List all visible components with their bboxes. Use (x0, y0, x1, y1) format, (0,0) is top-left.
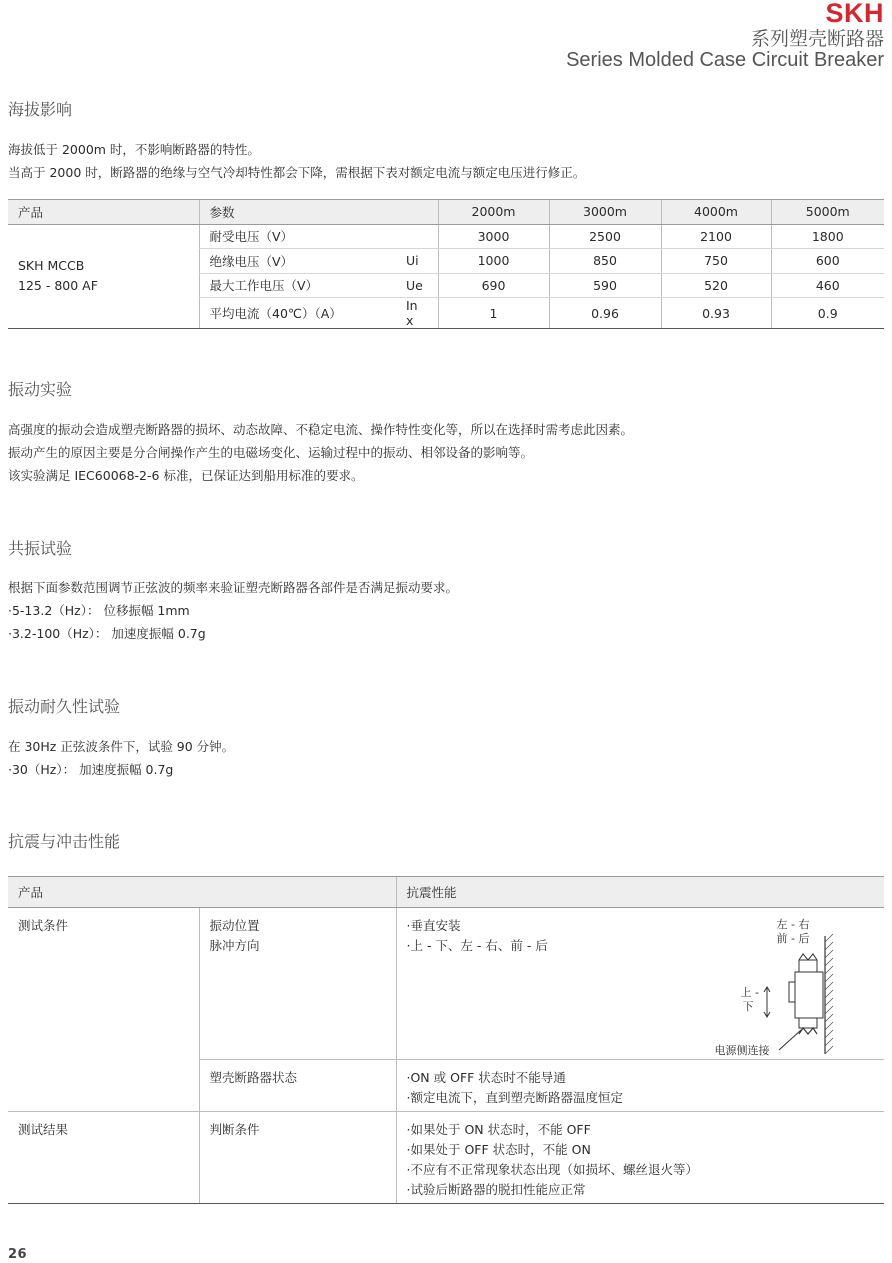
altitude-line-2: 当高于 2000 时，断路器的绝缘与空气冷却特性都会下降，需根据下表对额定电流与额定电压进行修正。 (8, 165, 586, 180)
value-cell: 2100 (661, 224, 771, 249)
product-cell (8, 224, 199, 329)
result-value-line: ·试验后断路器的脱扣性能应正常 (406, 1182, 586, 1197)
param-name: 最大工作电压（V） (199, 273, 396, 298)
endurance-line-1: 在 30Hz 正弦波条件下，试验 90 分钟。 (8, 739, 235, 754)
section-title-resonance: 共振试验 (8, 539, 73, 558)
value-cell: 600 (771, 249, 884, 274)
condition-value-line: ·ON 或 OFF 状态时不能导通 (406, 1070, 566, 1085)
header-product: 产品 (8, 877, 396, 908)
result-value (396, 1112, 884, 1204)
brand-logo: SKH (825, 0, 884, 28)
header-param: 参数 (199, 200, 438, 225)
value-cell: 3000 (438, 224, 549, 249)
table-header-row (8, 200, 884, 225)
endurance-text (8, 735, 234, 781)
table-row (8, 1112, 884, 1204)
header-altitude: 5000m (771, 200, 884, 225)
condition-value-line: ·额定电流下，直到塑壳断路器温度恒定 (406, 1090, 623, 1105)
value-cell: 1000 (438, 249, 549, 274)
value-cell: 460 (771, 273, 884, 298)
mounting-diagram (715, 916, 845, 1056)
value-cell: 590 (549, 273, 661, 298)
resonance-line-1: 根据下面参数范围调节正弦波的频率来验证塑壳断路器各部件是否满足振动要求。 (8, 580, 459, 595)
result-value-line: ·不应有不正常现象状态出现（如损坏、螺丝退火等） (406, 1162, 698, 1177)
altitude-table (8, 199, 884, 329)
condition-value-line: ·上 - 下、左 - 右、前 - 后 (406, 938, 548, 953)
label-down: 下 (742, 1000, 754, 1013)
param-name: 绝缘电压（V） (199, 249, 396, 274)
value-cell: 690 (438, 273, 549, 298)
param-symbol: In x (396, 298, 438, 329)
label-power-side: 电源侧连接 (714, 1044, 770, 1057)
vibration-line-1: 高强度的振动会造成塑壳断路器的损坏、动态故障、不稳定电流、操作特性变化等，所以在选择时需考虑此因素。 (8, 422, 634, 437)
altitude-text (8, 138, 585, 184)
result-value-line: ·如果处于 OFF 状态时，不能 ON (406, 1142, 591, 1157)
value-cell: 0.9 (771, 298, 884, 329)
condition-item (199, 908, 396, 1060)
vibration-text (8, 418, 633, 487)
section-title-endurance: 振动耐久性试验 (8, 697, 121, 716)
header-performance: 抗震性能 (396, 877, 884, 908)
product-name: SKH MCCB (18, 258, 85, 274)
param-name: 耐受电压（V） (199, 224, 396, 249)
result-value-line: ·如果处于 ON 状态时，不能 OFF (406, 1122, 591, 1137)
condition-label: 测试条件 (8, 908, 199, 1112)
value-cell: 0.96 (549, 298, 661, 329)
value-cell: 750 (661, 249, 771, 274)
param-symbol: Ue (396, 273, 438, 298)
table-row (8, 908, 884, 1060)
param-name: 平均电流（40℃）（A） (199, 298, 396, 329)
table-header-row (8, 877, 884, 908)
value-cell: 1800 (771, 224, 884, 249)
resonance-text (8, 576, 458, 645)
table-row (8, 224, 884, 249)
value-cell: 520 (661, 273, 771, 298)
condition-value (396, 908, 884, 1060)
value-cell: 850 (549, 249, 661, 274)
label-left-right: 左 - 右 (776, 918, 810, 931)
param-symbol: Ui (396, 249, 438, 274)
seismic-table (8, 876, 884, 1204)
altitude-line-1: 海拔低于 2000m 时，不影响断路器的特性。 (8, 142, 260, 157)
condition-direction: 脉冲方向 (209, 938, 260, 953)
label-up: 上 - (740, 986, 759, 999)
endurance-line-2: ·30（Hz）： 加速度振幅 0.7g (8, 762, 174, 777)
section-title-seismic: 抗震与冲击性能 (8, 832, 121, 851)
condition-item: 塑壳断路器状态 (199, 1060, 396, 1112)
header-product: 产品 (8, 200, 199, 225)
product-range: 125 - 800 AF (18, 278, 98, 294)
result-label: 测试结果 (8, 1112, 199, 1204)
result-item: 判断条件 (199, 1112, 396, 1204)
resonance-line-3: ·3.2-100（Hz）： 加速度振幅 0.7g (8, 626, 206, 641)
header-altitude: 3000m (549, 200, 661, 225)
header-altitude: 2000m (438, 200, 549, 225)
param-symbol (396, 224, 438, 249)
label-front-back: 前 - 后 (776, 932, 810, 945)
section-title-vibration: 振动实验 (8, 380, 73, 399)
condition-value-line: ·垂直安装 (406, 918, 461, 933)
page-number: 26 (8, 1247, 28, 1262)
section-title-altitude: 海拔影响 (8, 100, 73, 119)
value-cell: 2500 (549, 224, 661, 249)
header-subtitle-en: Series Molded Case Circuit Breaker (566, 49, 884, 71)
value-cell: 0.93 (661, 298, 771, 329)
condition-position: 振动位置 (209, 918, 260, 933)
value-cell: 1 (438, 298, 549, 329)
vibration-line-3: 该实验满足 IEC60068-2-6 标准，已保证达到船用标准的要求。 (8, 468, 364, 483)
condition-value (396, 1060, 884, 1112)
header-altitude: 4000m (661, 200, 771, 225)
vibration-line-2: 振动产生的原因主要是分合闸操作产生的电磁场变化、运输过程中的振动、相邻设备的影响等。 (8, 445, 534, 460)
resonance-line-2: ·5-13.2（Hz）： 位移振幅 1mm (8, 603, 190, 618)
header-subtitle-cn: 系列塑壳断路器 (750, 28, 884, 50)
